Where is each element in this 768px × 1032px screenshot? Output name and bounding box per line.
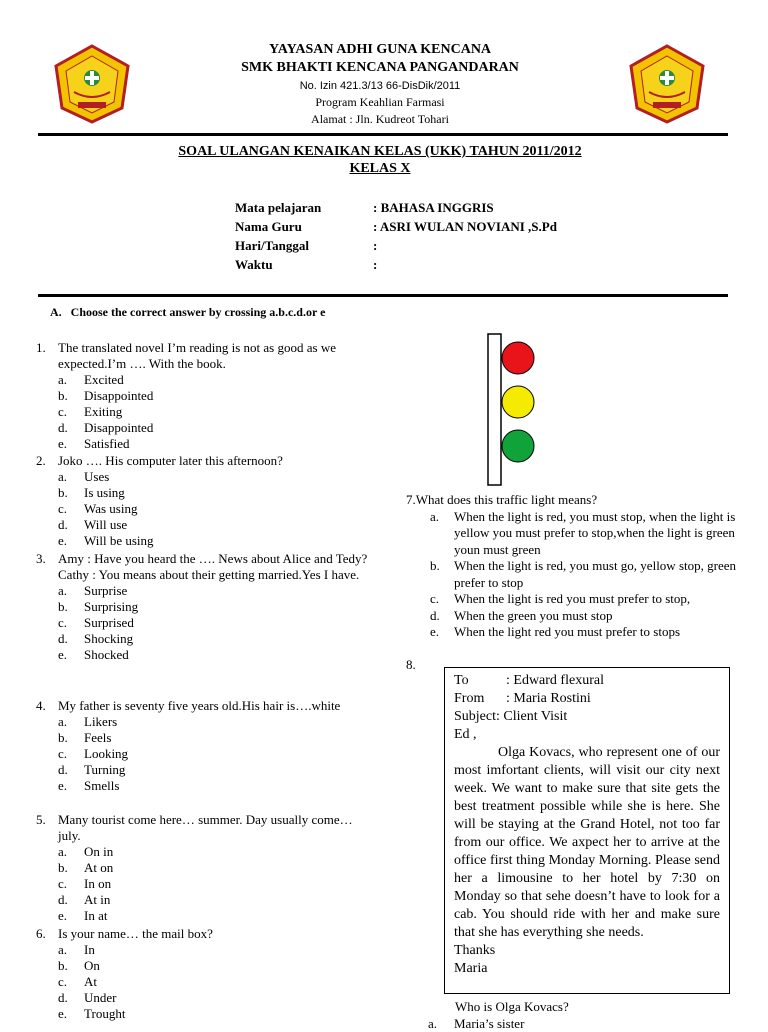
question-1 xyxy=(36,340,376,452)
option[interactable]: e. When the light red you must prefer to stops xyxy=(430,624,681,639)
option[interactable]: d. When the green you must stop xyxy=(430,607,613,623)
info-value: : xyxy=(373,257,378,272)
option[interactable]: a. In xyxy=(58,942,95,957)
option[interactable]: e. In at xyxy=(58,908,108,923)
question-number: 2. xyxy=(36,453,46,468)
option[interactable]: b. Disappointed xyxy=(58,388,154,403)
option[interactable]: a. Likers xyxy=(58,714,118,729)
memo-greeting: Ed , xyxy=(454,727,477,742)
option[interactable]: a. Excited xyxy=(58,372,124,387)
question-text: Many tourist come here… summer. Day usually come…july. xyxy=(58,812,353,843)
option[interactable]: b. At on xyxy=(58,860,114,875)
question-6 xyxy=(36,926,376,1022)
question-number: 5. xyxy=(36,812,46,827)
memo-box xyxy=(444,667,730,994)
school-logo-right xyxy=(627,44,707,124)
program-name: Program Keahlian Farmasi xyxy=(315,95,445,109)
exam-title: SOAL ULANGAN KENAIKAN KELAS (UKK) TAHUN 2011/2012 xyxy=(178,144,582,159)
question-text: My father is seventy five years old.His hair is….white xyxy=(58,698,341,713)
question-2 xyxy=(36,453,376,549)
question-3 xyxy=(36,551,376,663)
option[interactable]: b. On xyxy=(58,958,100,973)
option[interactable]: a. Surprise xyxy=(58,583,128,598)
option[interactable]: e. Smells xyxy=(58,778,120,793)
option[interactable]: e. Will be using xyxy=(58,533,154,548)
option[interactable]: b. Feels xyxy=(58,730,112,745)
memo-body: Olga Kovacs, who represent one of our most imfortant clients, will visit our city next week. We want to make sure that site gets the best treatment possible while she is here. She will be staying at the Grand Hotel, not too far from our office. We axpect her to arrive at the office first thing Monday Morning. Please send her a limousine to her hotel by 7:30 on Monday so that sehe doesn’t have to look for a cab. You should ride with her and make sure that she has everything she needs. xyxy=(454,745,720,940)
info-row xyxy=(235,217,557,236)
question-text: Joko …. His computer later this afternoon? xyxy=(58,453,283,468)
option[interactable]: e. Satisfied xyxy=(58,436,130,451)
option[interactable]: c. Looking xyxy=(58,746,129,761)
memo-signature: Maria xyxy=(454,961,488,976)
red-light xyxy=(502,342,534,374)
info-label: Mata pelajaran xyxy=(235,200,322,215)
option[interactable]: c. Surprised xyxy=(58,615,134,630)
green-light xyxy=(502,430,534,462)
yellow-light xyxy=(502,386,534,418)
question-number: 3. xyxy=(36,551,46,566)
school-logo-left xyxy=(52,44,132,124)
exam-info xyxy=(235,198,557,274)
section-heading: A. Choose the correct answer by crossing a.b.c.d.or e xyxy=(50,305,326,319)
option[interactable]: b. Surprising xyxy=(58,599,139,614)
info-value: : ASRI WULAN NOVIANI ,S.Pd xyxy=(373,219,557,234)
info-row xyxy=(235,255,557,274)
option[interactable]: d. Turning xyxy=(58,762,126,777)
info-label: Hari/Tanggal xyxy=(235,238,309,253)
question-number: 6. xyxy=(36,926,46,941)
info-label: Waktu xyxy=(235,257,273,272)
option[interactable]: a. Uses xyxy=(58,469,110,484)
info-value: : BAHASA INGGRIS xyxy=(373,200,494,215)
option[interactable]: d. Under xyxy=(58,990,117,1005)
memo-to: To : Edward flexural xyxy=(454,673,604,688)
option[interactable]: d. Disappointed xyxy=(58,420,154,435)
question-number: 1. xyxy=(36,340,46,355)
info-value: : xyxy=(373,238,378,253)
option[interactable]: c. Exiting xyxy=(58,404,123,419)
memo-subject: Subject: Client Visit xyxy=(454,709,568,724)
option[interactable]: b. When the light is red, you must go, yellow stop, green prefer to stop xyxy=(430,558,736,590)
option[interactable]: b. Is using xyxy=(58,485,125,500)
exam-class: KELAS X xyxy=(349,161,411,176)
info-divider xyxy=(38,294,728,297)
question-7 xyxy=(406,492,756,641)
memo-from: From : Maria Rostini xyxy=(454,691,591,706)
question-number: 8. xyxy=(406,657,416,672)
option[interactable]: e. Shocked xyxy=(58,647,129,662)
question-text: The translated novel I’m reading is not as good as we expected.I’m …. With the book. xyxy=(58,340,336,371)
traffic-light-illustration xyxy=(486,333,540,487)
option[interactable]: a. When the light is red, you must stop, when the light is yellow you must prefer to stop,when the light is green youn must green xyxy=(430,508,736,557)
header-divider xyxy=(38,133,728,136)
info-row xyxy=(235,198,557,217)
option[interactable]: d. Shocking xyxy=(58,631,134,646)
question-5 xyxy=(36,812,376,924)
question-text: Is your name… the mail box? xyxy=(58,926,213,941)
question-text-2: Cathy : You means about their getting married.Yes I have. xyxy=(58,567,360,582)
info-label: Nama Guru xyxy=(235,219,302,234)
foundation-name: YAYASAN ADHI GUNA KENCANA xyxy=(268,42,492,57)
option[interactable]: c. When the light is red you must prefer to stop, xyxy=(430,591,691,606)
option[interactable]: a. On in xyxy=(58,844,114,859)
info-row xyxy=(235,236,557,255)
question-4 xyxy=(36,698,376,794)
option[interactable]: c. In on xyxy=(58,876,112,891)
question-text: 7.What does this traffic light means? xyxy=(406,492,598,507)
option[interactable]: c. At xyxy=(58,974,97,989)
memo-closing: Thanks xyxy=(454,943,496,958)
option[interactable]: d. At in xyxy=(58,892,111,907)
question-number: 4. xyxy=(36,698,46,713)
question-text: Amy : Have you heard the …. News about Alice and Tedy? xyxy=(58,551,368,566)
question-8-text: Who is Olga Kovacs? xyxy=(455,999,569,1014)
permit-number: No. Izin 421.3/13 66-DisDik/2011 xyxy=(299,80,461,92)
option[interactable]: c. Was using xyxy=(58,501,138,516)
option[interactable]: d. Will use xyxy=(58,517,128,532)
address: Alamat : Jln. Kudreot Tohari xyxy=(311,112,449,126)
option[interactable]: a. Maria’s sister xyxy=(428,1016,525,1031)
option[interactable]: e. Trought xyxy=(58,1006,126,1021)
school-name: SMK BHAKTI KENCANA PANGANDARAN xyxy=(241,60,519,75)
